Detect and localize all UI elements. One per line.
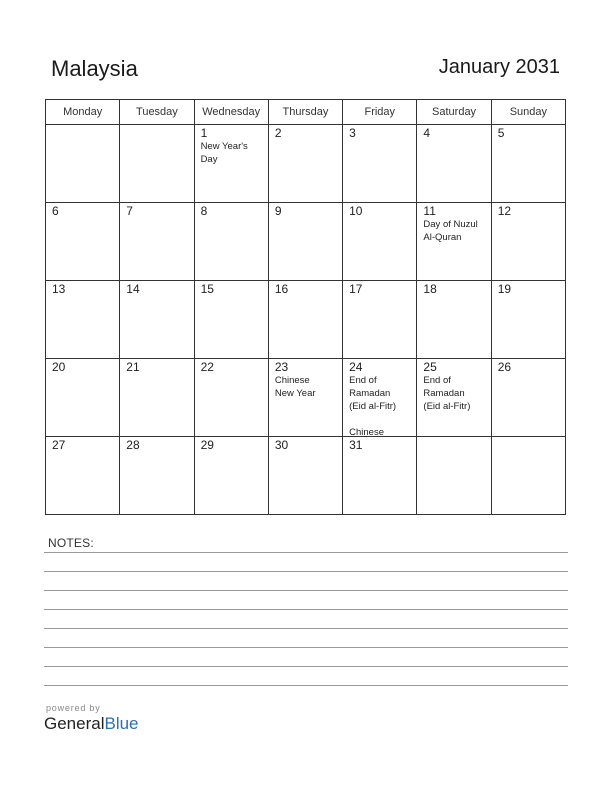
calendar-grid — [45, 99, 566, 515]
powered-by-text: powered by — [46, 703, 101, 713]
calendar-day-cell — [120, 437, 194, 515]
calendar-day-cell — [417, 359, 491, 437]
weekday-header: Sunday — [491, 100, 565, 125]
holiday-label: End of — [423, 375, 451, 386]
weekday-header: Friday — [343, 100, 417, 125]
day-number: 15 — [200, 282, 214, 296]
day-number: 2 — [274, 126, 282, 140]
day-number: 16 — [274, 282, 289, 296]
note-line — [44, 666, 568, 667]
holiday-label: Day of Nuzul — [423, 219, 478, 230]
day-number: 30 — [274, 438, 289, 452]
day-number: 5 — [497, 126, 505, 140]
day-number: 25 — [423, 360, 437, 374]
day-number: 20 — [52, 360, 66, 374]
calendar-day-cell — [46, 359, 120, 437]
note-line — [44, 552, 568, 553]
day-number: 14 — [126, 282, 140, 296]
country-title: Malaysia — [51, 56, 138, 81]
day-number: 31 — [349, 438, 363, 452]
holiday-label: New Year — [274, 388, 316, 399]
brand-name — [44, 714, 139, 734]
calendar-week-row — [46, 437, 566, 515]
holiday-label: Ramadan — [349, 388, 391, 399]
weekday-header: Saturday — [417, 100, 491, 125]
day-number: 7 — [126, 204, 133, 218]
calendar-day-cell — [120, 203, 194, 281]
calendar-day-cell — [120, 125, 194, 203]
day-number: 1 — [200, 126, 208, 140]
day-number: 8 — [200, 204, 208, 218]
brand-general: General — [44, 714, 105, 733]
calendar-day-cell — [194, 437, 268, 515]
day-number: 22 — [200, 360, 214, 374]
calendar-week-row — [46, 281, 566, 359]
weekday-header: Monday — [46, 100, 120, 125]
calendar-day-cell — [343, 203, 417, 281]
notes-label: NOTES: — [48, 536, 94, 550]
calendar-day-cell — [194, 203, 268, 281]
holiday-label: Al-Quran — [423, 232, 462, 243]
brand-blue: Blue — [104, 714, 139, 733]
note-line — [44, 628, 568, 629]
holiday-label: (Eid al-Fitr) — [349, 401, 397, 412]
weekday-header: Thursday — [268, 100, 342, 125]
calendar-day-cell — [194, 359, 268, 437]
note-line — [44, 685, 568, 686]
calendar-week-row — [46, 203, 566, 281]
calendar-day-cell — [268, 437, 342, 515]
day-number: 29 — [200, 438, 214, 452]
day-number: 21 — [126, 360, 140, 374]
note-line — [44, 647, 568, 648]
calendar-day-cell — [491, 281, 565, 359]
calendar-day-cell — [194, 281, 268, 359]
calendar-day-cell — [417, 203, 491, 281]
calendar-day-cell — [343, 125, 417, 203]
day-number: 3 — [349, 126, 356, 140]
holiday-label: Day — [200, 154, 218, 165]
weekday-header: Wednesday — [194, 100, 268, 125]
calendar-day-cell — [194, 125, 268, 203]
calendar-day-cell — [268, 359, 342, 437]
calendar-day-cell — [491, 125, 565, 203]
calendar-day-cell — [120, 359, 194, 437]
day-number: 11 — [423, 204, 436, 218]
calendar-day-cell — [46, 281, 120, 359]
calendar-day-cell — [268, 125, 342, 203]
calendar-day-cell — [343, 437, 417, 515]
day-number: 27 — [52, 438, 66, 452]
calendar-day-cell — [417, 437, 491, 515]
day-number: 12 — [497, 204, 512, 218]
holiday-label: (Eid al-Fitr) — [423, 401, 471, 412]
calendar-week-row — [46, 125, 566, 203]
generalblue-logo — [44, 703, 139, 734]
day-number: 4 — [423, 126, 431, 140]
holiday-label: Chinese — [274, 375, 310, 386]
holiday-label: Ramadan — [423, 388, 465, 399]
calendar-day-cell — [46, 125, 120, 203]
holiday-label: Chinese — [349, 427, 384, 435]
day-number: 24 — [349, 360, 363, 374]
holiday-label: End of — [349, 375, 377, 386]
calendar-day-cell — [417, 125, 491, 203]
holiday-label — [349, 414, 416, 426]
day-number: 23 — [274, 360, 289, 374]
note-line — [44, 609, 568, 610]
calendar-day-cell — [343, 359, 417, 437]
day-number: 17 — [349, 282, 363, 296]
day-number: 9 — [274, 204, 282, 218]
day-number: 10 — [349, 204, 363, 218]
calendar-week-row — [46, 359, 566, 437]
day-number: 26 — [497, 360, 512, 374]
calendar-day-cell — [46, 437, 120, 515]
calendar-day-cell — [417, 281, 491, 359]
weekday-header: Tuesday — [120, 100, 194, 125]
note-line — [44, 590, 568, 591]
day-number: 19 — [497, 282, 512, 296]
note-line — [44, 571, 568, 572]
calendar-day-cell — [343, 281, 417, 359]
calendar-day-cell — [268, 203, 342, 281]
calendar-day-cell — [268, 281, 342, 359]
day-number: 6 — [52, 204, 59, 218]
month-year-title: January 2031 — [438, 56, 560, 78]
weekday-header-row — [46, 100, 566, 125]
calendar-day-cell — [491, 203, 565, 281]
day-number: 13 — [52, 282, 66, 296]
calendar-day-cell — [491, 359, 565, 437]
holiday-label: New Year's — [200, 141, 248, 152]
calendar-day-cell — [46, 203, 120, 281]
day-number: 18 — [423, 282, 437, 296]
calendar-day-cell — [120, 281, 194, 359]
calendar-day-cell — [491, 437, 565, 515]
day-number: 28 — [126, 438, 140, 452]
